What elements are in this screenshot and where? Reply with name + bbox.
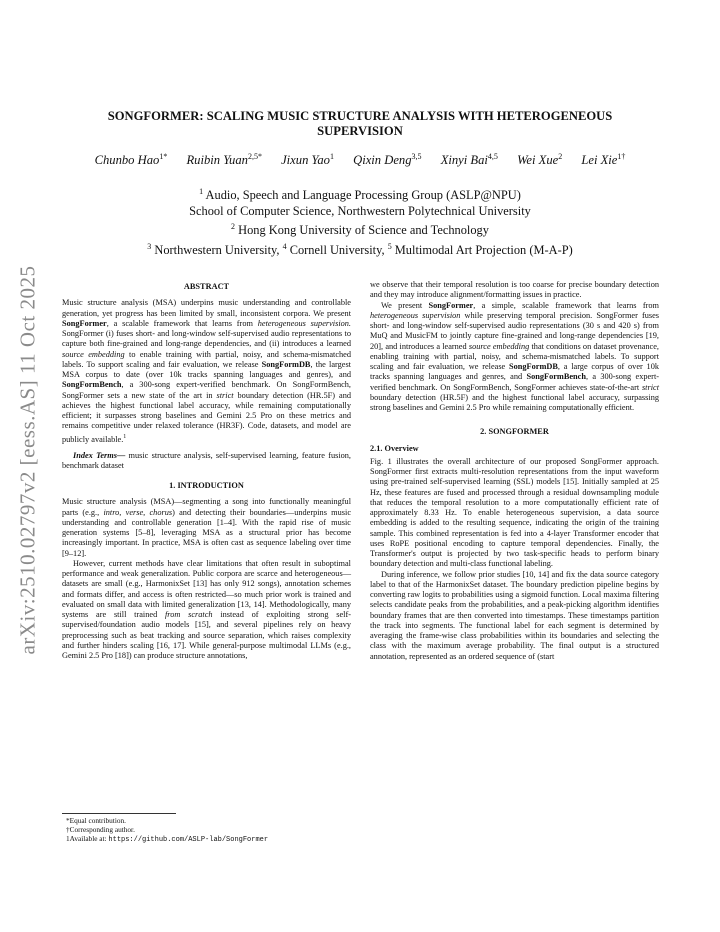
left-column xyxy=(62,280,351,661)
author: Chunbo Hao$^{1*}$ xyxy=(94,152,168,168)
overview-paragraph-2: During inference, we follow prior studies [10, 14] and fix the data source category label to that of the HarmonixSet dataset. The boundary prediction pipeline begins by converting raw logits to probabilities using a sigmoid function. Local maxima filtering selects candidate peaks from the probabilities, and a peak-picking algorithm identifies boundary frames that are then converted into timestamps. These timestamps partition the track into segments. The functional label for each segment is determined by averaging the frame-wise class probabilities within its boundaries and selecting the class with the maximum average probability. The final output is a structured annotation, represented as an ordered sequence of (start xyxy=(370,569,659,661)
subsection-2-1-heading: 2.1. Overview xyxy=(370,443,419,453)
author: Wei Xue$^2$ xyxy=(517,152,563,168)
affiliation-4: $^3$ Northwestern University, $^4$ Cornell University, $^5$ Multimodal Art Projection (M-A-P) xyxy=(147,241,573,257)
intro-heading: 1. INTRODUCTION xyxy=(169,481,244,491)
overview-paragraph-1: Fig. 1 illustrates the overall architecture of our proposed SongFormer approach. SongFormer first extracts multi-resolution representations from the input waveform using pre-trained self-supervised learning (SSL) models [15]. Initially sampled at 25 Hz, these features are fused and processed through a residual downsampling module that reduces the temporal resolution to a more computationally efficient rate of approximately 8.33 Hz. To enable heterogeneous supervision, a data source embedding is added to the resulting sequence, indicating the origin of the training sample. This combined representation is fed into a 4-layer Transformer encoder that uses RoPE positional encoding to capture temporal dependencies. Finally, the Transformer's output is projected by two task-specific heads to perform binary boundary detection and multi-class functional labeling. xyxy=(370,456,659,569)
footnote-corresponding-author: †Corresponding author. xyxy=(66,824,135,834)
footnote-rule xyxy=(62,813,176,814)
section-2-heading: 2. SONGFORMER xyxy=(480,427,549,437)
footnotes xyxy=(62,813,351,844)
intro-paragraph-2-continued: we observe that their temporal resolution is too coarse for precise boundary detection and they may introduce alignment/formatting issues in practice. xyxy=(370,280,659,300)
index-terms: Index Terms— music structure analysis, self-supervised learning, feature fusion, benchmark dataset xyxy=(62,450,352,470)
author: Jixun Yao$^1$ xyxy=(281,152,334,168)
right-column xyxy=(370,280,659,662)
github-link[interactable]: https://github.com/ASLP-lab/SongFormer xyxy=(108,835,269,844)
intro-paragraph-1: Music structure analysis (MSA)—segmenting a song into functionally meaningful parts (e.g., intro, verse, chorus) and detecting their boundaries—underpins music understanding and controllable generation [1–4]. With the rapid rise of music generation systems [5–8], leveraging MSA as a structural prior has become increasingly important. In practice, MSA is often cast as sequence labeling over time [9–12]. xyxy=(62,497,351,558)
intro-paragraph-2: However, current methods have clear limitations that often result in suboptimal performance and weak generalization. Public corpora are scarce and heterogeneous—datasets are small (e.g., HarmonixSet [13] has only 912 songs), annotation schemes and formats differ, and access is often restricted—so much prior work is trained and evaluated on small data with limited generalization [13, 14]. Methodologically, many systems are still trained from scratch instead of exploiting strong self-supervised/foundation audio models [15], and several pipelines rely on heavy preprocessing such as beat tracking and source separation, which raises complexity and further hinders scaling [16, 17]. While general-purpose multimodal LLMs (e.g., Gemini 2.5 Pro [18]) can produce structure annotations, xyxy=(62,558,351,661)
footnote-code-link: 1Available at: https://github.com/ASLP-lab/SongFormer xyxy=(66,833,269,844)
affiliation-2: School of Computer Science, Northwestern Polytechnical University xyxy=(189,203,531,218)
author: Qixin Deng$^{3,5}$ xyxy=(353,152,422,168)
title-line-1: SONGFORMER: SCALING MUSIC STRUCTURE ANALYSIS WITH HETEROGENEOUS xyxy=(107,109,613,123)
affiliation-3: $^2$ Hong Kong University of Science and Technology xyxy=(231,222,489,238)
arxiv-id: arXiv:2510.02797v2 [eess.AS] 11 Oct 2025 xyxy=(15,265,40,655)
paper-title xyxy=(60,109,660,139)
arxiv-stamp xyxy=(8,255,48,665)
author: Ruibin Yuan$^{2,5*}$ xyxy=(186,152,262,168)
intro-paragraph-3: We present SongFormer, a simple, scalable framework that learns from heterogeneous supervision while preserving temporal precision. SongFormer fuses short- and long-window self-supervised audio representations (30 s and 420 s) from MuQ and MusicFM to jointly capture fine-grained and long-range dependencies [19, 20], and introduces a learned source embedding that conditions on dataset provenance, enabling training with partial, noisy, and schema-mismatched labels. To support scaling and fair evaluation, we release SongFormDB, a large corpus of over 10k tracks spanning languages and genres, and SongFormBench, a 300-song expert-verified benchmark. On SongFormBench, SongFormer achieves state-of-the-art strict boundary detection (HR.5F) and the highest functional label accuracy, surpassing strong baselines and Gemini 2.5 Pro while remaining computationally efficient. xyxy=(370,300,660,412)
title-line-2: SUPERVISION xyxy=(317,124,403,138)
affiliation-1: $^1$ Audio, Speech and Language Processing Group (ASLP@NPU) xyxy=(199,187,521,203)
author-list xyxy=(40,152,680,168)
author: Xinyi Bai$^{4,5}$ xyxy=(440,152,498,168)
affiliations xyxy=(60,184,660,258)
abstract-text: Music structure analysis (MSA) underpins music understanding and controllable generation, yet progress has been limited by small, inconsistent corpora. We present SongFormer, a scalable framework that learns from heterogeneous supervision. SongFormer (i) fuses short- and long-window self-supervised audio representations to capture both fine-grained and long-range dependencies, and (ii) introduces a learned source embedding to enable training with partial, noisy, and schema-mismatched labels. To support scaling and fair evaluation, we release SongFormDB, the largest MSA corpus to date (over 10k tracks spanning languages and genres), and SongFormBench, a 300-song expert-verified benchmark. On SongFormBench, SongFormer sets a new state of the art in strict boundary detection (HR.5F) and achieves the highest functional label accuracy, while remaining computationally efficient; it surpasses strong baselines and Gemini 2.5 Pro on these metrics and remains competitive under relaxed tolerance (HR3F). Code, datasets, and model are publicly available.$^1$ xyxy=(62,298,351,444)
author: Lei Xie$^{1\dagger}$ xyxy=(581,152,626,168)
abstract-heading: ABSTRACT xyxy=(183,282,230,291)
footnote-equal-contribution: *Equal contribution. xyxy=(66,816,126,825)
